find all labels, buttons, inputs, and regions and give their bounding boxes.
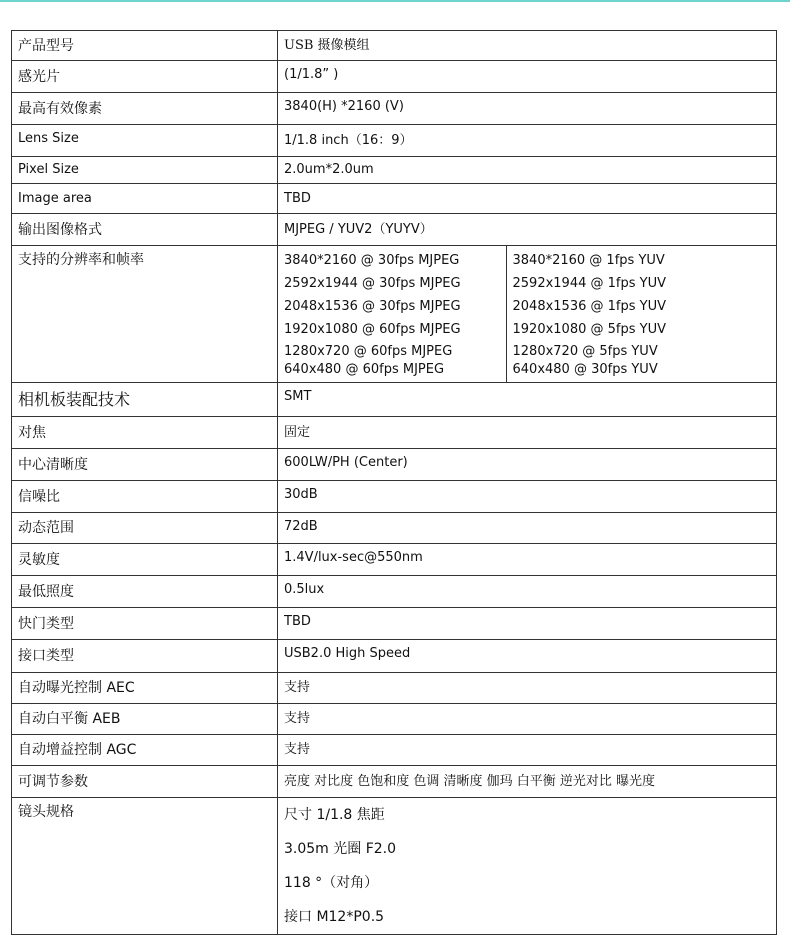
row-label: 中心清晰度 — [12, 449, 278, 481]
table-row — [12, 544, 777, 576]
lens-line: 接口 M12*P0.5 — [284, 909, 385, 925]
row-value: USB2.0 High Speed — [278, 640, 777, 673]
resolution-mjpeg-item: 3840*2160 @ 30fps MJPEG — [284, 253, 460, 268]
row-label: 最高有效像素 — [12, 93, 278, 125]
row-value: (1/1.8” ) — [278, 61, 777, 93]
table-row — [12, 31, 777, 61]
resolution-yuv-item: 2592x1944 @ 1fps YUV — [512, 276, 666, 291]
row-value: 600LW/PH (Center) — [278, 449, 777, 481]
row-label: 动态范围 — [12, 513, 278, 544]
table-row — [12, 214, 777, 246]
row-label: 接口类型 — [12, 640, 278, 673]
row-label: Lens Size — [12, 125, 278, 157]
row-value: 1.4V/lux-sec@550nm — [278, 544, 777, 576]
lens-cell — [278, 798, 777, 935]
row-value: 1/1.8 inch（16：9） — [278, 125, 777, 157]
resolution-mjpeg-item: 1920x1080 @ 60fps MJPEG — [284, 322, 461, 337]
table-row — [12, 184, 777, 214]
row-value: 支持 — [278, 704, 777, 735]
row-value: TBD — [278, 608, 777, 640]
table-row — [12, 735, 777, 766]
resolution-yuv-item: 640x480 @ 30fps YUV — [512, 362, 658, 377]
table-row — [12, 383, 777, 417]
table-row — [12, 93, 777, 125]
row-label: 自动增益控制 AGC — [12, 735, 278, 766]
top-accent-line — [0, 0, 790, 2]
lens-row — [12, 798, 777, 935]
row-label: 输出图像格式 — [12, 214, 278, 246]
table-row — [12, 704, 777, 735]
table-row — [12, 125, 777, 157]
resolution-mjpeg-item: 2592x1944 @ 30fps MJPEG — [284, 276, 461, 291]
row-label: 产品型号 — [12, 31, 278, 61]
row-label: 镜头规格 — [12, 798, 278, 935]
row-label: 感光片 — [12, 61, 278, 93]
table-row — [12, 417, 777, 449]
lens-line: 118 °（对角） — [284, 875, 379, 891]
table-row — [12, 61, 777, 93]
table-row — [12, 157, 777, 184]
row-value: 2.0um*2.0um — [278, 157, 777, 184]
resolution-cell — [278, 246, 777, 383]
mjpeg-column — [278, 246, 506, 382]
row-value: USB 摄像模组 — [278, 31, 777, 61]
row-value: TBD — [278, 184, 777, 214]
resolution-yuv-item: 1920x1080 @ 5fps YUV — [512, 322, 666, 337]
row-value: 3840(H) *2160 (V) — [278, 93, 777, 125]
row-label: 快门类型 — [12, 608, 278, 640]
lens-line: 尺寸 1/1.8 焦距 — [284, 807, 385, 823]
row-value: 支持 — [278, 673, 777, 704]
resolution-row — [12, 246, 777, 383]
table-row — [12, 673, 777, 704]
resolution-mjpeg-item: 2048x1536 @ 30fps MJPEG — [284, 299, 461, 314]
yuv-column — [506, 246, 776, 382]
row-value: 0.5lux — [278, 576, 777, 608]
row-value: SMT — [278, 383, 777, 417]
row-value: MJPEG / YUV2（YUYV） — [278, 214, 777, 246]
resolution-mjpeg-item: 1280x720 @ 60fps MJPEG — [284, 344, 453, 359]
row-label: 自动曝光控制 AEC — [12, 673, 278, 704]
table-row — [12, 608, 777, 640]
row-label: 对焦 — [12, 417, 278, 449]
resolution-yuv-item: 1280x720 @ 5fps YUV — [512, 344, 658, 359]
table-row — [12, 513, 777, 544]
row-value: 30dB — [278, 481, 777, 513]
table-row — [12, 481, 777, 513]
row-label: 可调节参数 — [12, 766, 278, 798]
resolution-yuv-item: 3840*2160 @ 1fps YUV — [512, 253, 665, 268]
row-value: 亮度 对比度 色饱和度 色调 清晰度 伽玛 白平衡 逆光对比 曝光度 — [278, 766, 777, 798]
row-value: 72dB — [278, 513, 777, 544]
row-label: 最低照度 — [12, 576, 278, 608]
table-row — [12, 640, 777, 673]
resolution-yuv-item: 2048x1536 @ 1fps YUV — [512, 299, 666, 314]
table-row — [12, 576, 777, 608]
lens-line: 3.05m 光圈 F2.0 — [284, 841, 397, 857]
table-row — [12, 449, 777, 481]
table-row — [12, 766, 777, 798]
row-label: 相机板装配技术 — [12, 383, 278, 417]
row-label: 自动白平衡 AEB — [12, 704, 278, 735]
row-value: 支持 — [278, 735, 777, 766]
resolution-mjpeg-item: 640x480 @ 60fps MJPEG — [284, 362, 445, 377]
row-label: 灵敏度 — [12, 544, 278, 576]
row-label: 信噪比 — [12, 481, 278, 513]
spec-table — [11, 30, 777, 935]
row-label: 支持的分辨率和帧率 — [12, 246, 278, 383]
row-label: Pixel Size — [12, 157, 278, 184]
row-value: 固定 — [278, 417, 777, 449]
row-label: Image area — [12, 184, 278, 214]
